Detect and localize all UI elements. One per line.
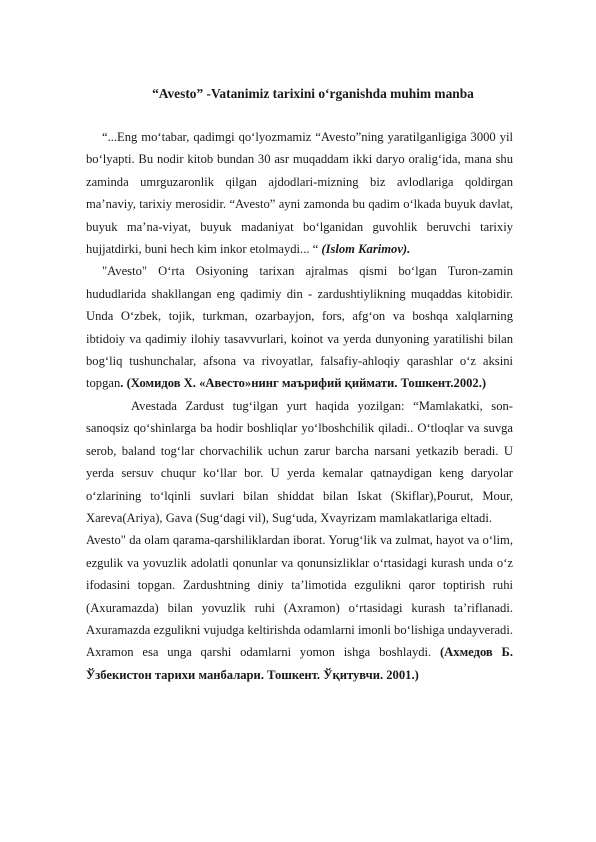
paragraph-text: "Avesto" O‘rta Osiyoning tarixan ajralmas qismi bo‘lgan Turon-zamin hududlarida shakllangan eng qadimiy din - zardushtiylikning muqaddas kitobidir. Unda O‘zbek, tojik, turkman, ozarbayjon, fors, afg‘on va boshqa xalqlarning ibtidoiy va qadimiy ilohiy tasavvurlari, koinot va yerda dunyoning yaratilishi bilan bog‘liq tushunchalar, afsona va rivoyatlar, falsafiy-ahloqiy qarashlar o‘z aksini topgan xyxy=(86,264,513,391)
paragraph-avesto-definition xyxy=(86,260,513,394)
paragraph-zardust-homeland xyxy=(86,395,513,529)
citation-karimov: (Islom Karimov). xyxy=(321,242,411,257)
paragraph-opposites xyxy=(86,529,513,686)
citation-homidov: . (Хомидов Х. «Авесто»нинг маърифий қиймати. Тошкент.2002.) xyxy=(120,376,487,391)
citation-ahmedov: (Ахмедов Б. Ўзбекистон тарихи манбалари. Тошкент. Ўқитувчи. 2001.) xyxy=(86,645,513,682)
paragraph-text: “...Eng mo‘tabar, qadimgi qo‘lyozmamiz “Avesto”ning yaratilganligiga 3000 yil bo‘lyapti. Bu nodir kitob bundan 30 asr muqaddam ikki daryo oralig‘ida, mana shu zaminda umrguzaronlik qilgan ajdodlari-mizning biz avlodlariga qoldirgan ma’naviy, tarixiy merosidir. “Avesto” ayni zamonda bu qadim o‘lkada buyuk davlat, buyuk ma’na-viyat, buyuk madaniyat bo‘lganidan guvohlik beruvchi tarixiy hujjatdirki, buni hech kim inkor etolmaydi... “ xyxy=(86,130,513,257)
document-title: “Avesto” -Vatanimiz tarixini o‘rganishda muhim manba xyxy=(152,86,474,101)
paragraph-text: Avesto" da olam qarama-qarshiliklardan iborat. Yorug‘lik va zulmat, hayot va o‘lim, ezgulik va yovuzlik adolatli qonunlar va qonunsizliklar o‘rtasidagi kurash unda o‘z ifodasini topgan. Zardushtning diniy ta’limotida ezgulikni qaror toptirish ruhi (Axuramazda) bilan yovuzlik ruhi (Axramon) o‘rtasidagi kurash ta’riflanadi. Axuramazda ezgulikni vujudga keltirishda odamlarni imonli bo‘lishiga undayveradi. Axramon esa unga qarshi odamlarni yomon ishga boshlaydi. xyxy=(86,533,513,660)
paragraph-quote-karimov xyxy=(86,126,513,260)
document-body xyxy=(86,126,513,686)
paragraph-text: Avestada Zardust tug‘ilgan yurt haqida yozilgan: “Mamlakatki, son-sanoqsiz qo‘shinlarga ba hodir boshliqlar yo‘lboshchilik qiladi.. O‘tloqlar va suvga serob, baland tog‘lar chorvachilik uchun zarur barcha narsani yetkazib beradi. U yerda sersuv chuqur ko‘llar bor. U yerda kemalar qatnaydigan keng daryolar o‘zlarining to‘lqinli suvlari bilan shiddat bilan Iskat (Skiflar),Pourut, Mour, Xareva(Ariya), Gava (Sug‘dagi vil), Sug‘uda, Xvayrizam mamlakatlariga eltadi. xyxy=(86,398,513,525)
